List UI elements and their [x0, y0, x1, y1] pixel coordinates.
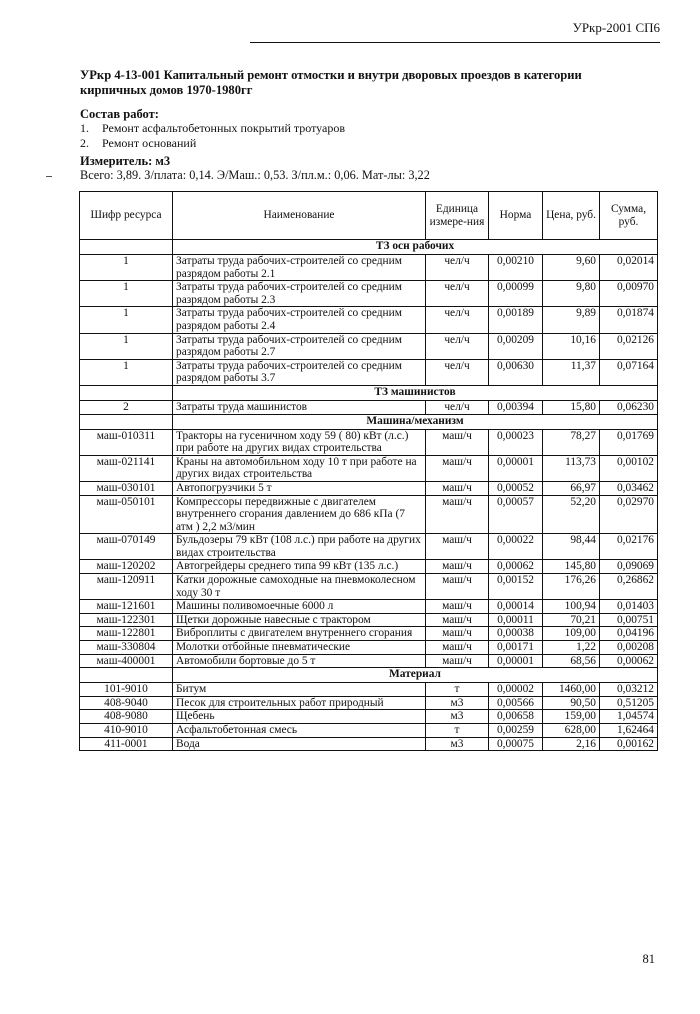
cell-unit: маш/ч [426, 613, 489, 627]
cell-name: Молотки отбойные пневматические [173, 641, 426, 655]
totals-line: Всего: 3,89. З/плата: 0,14. Э/Маш.: 0,53. З/пл.м.: 0,06. Мат-лы: 3,22 [80, 168, 430, 182]
header-unit: Единица измере-ния [426, 192, 489, 240]
cell-code: маш-050101 [80, 495, 173, 534]
cell-price: 159,00 [543, 710, 600, 724]
cell-code: 408-9080 [80, 710, 173, 724]
table-row [80, 281, 658, 307]
cell-unit: маш/ч [426, 481, 489, 495]
cell-price: 1460,00 [543, 683, 600, 697]
cell-norm: 0,00189 [489, 307, 543, 333]
cell-price: 78,27 [543, 429, 600, 455]
cell-sum: 0,04196 [600, 627, 658, 641]
cell-code: 2 [80, 400, 173, 414]
cell-norm: 0,00630 [489, 359, 543, 385]
cell-code: 408-9040 [80, 696, 173, 710]
cell-norm: 0,00011 [489, 613, 543, 627]
page-title: УРкр 4-13-001 Капитальный ремонт отмостки и внутри дворовых проездов в категории кирпичных домов 1970-1980гг [80, 68, 582, 97]
cell-sum: 0,01403 [600, 600, 658, 614]
table-header-row [80, 192, 658, 240]
header-norm: Норма [489, 192, 543, 240]
table-row [80, 455, 658, 481]
cell-unit: чел/ч [426, 359, 489, 385]
table-row [80, 710, 658, 724]
table-row [80, 574, 658, 600]
measure-unit: Измеритель: м3 [80, 154, 171, 168]
works-item-number: 1. [80, 121, 89, 135]
cell-unit: маш/ч [426, 429, 489, 455]
cell-code: маш-121601 [80, 600, 173, 614]
cell-norm: 0,00209 [489, 333, 543, 359]
cell-price: 1,22 [543, 641, 600, 655]
table-row [80, 724, 658, 738]
cell-unit: маш/ч [426, 654, 489, 668]
cell-code: маш-010311 [80, 429, 173, 455]
cell-sum: 0,02126 [600, 333, 658, 359]
cell-sum: 0,51205 [600, 696, 658, 710]
table-row [80, 641, 658, 655]
section-title: Машина/механизм [173, 414, 658, 429]
cell-code: 1 [80, 359, 173, 385]
table-body [80, 240, 658, 751]
table-row [80, 560, 658, 574]
cell-norm: 0,00259 [489, 724, 543, 738]
cell-norm: 0,00210 [489, 255, 543, 281]
table-row [80, 307, 658, 333]
cell-unit: маш/ч [426, 534, 489, 560]
section-row [80, 385, 658, 400]
cell-norm: 0,00052 [489, 481, 543, 495]
table-row [80, 333, 658, 359]
cell-name: Машины поливомоечные 6000 л [173, 600, 426, 614]
cell-sum: 0,01769 [600, 429, 658, 455]
cell-unit: чел/ч [426, 281, 489, 307]
cell-code: маш-120911 [80, 574, 173, 600]
cell-code: 411-0001 [80, 737, 173, 751]
cell-sum: 0,02176 [600, 534, 658, 560]
cell-price: 9,89 [543, 307, 600, 333]
cell-unit: м3 [426, 710, 489, 724]
works-item [80, 136, 345, 151]
cell-code: 1 [80, 255, 173, 281]
cell-sum: 0,02970 [600, 495, 658, 534]
cell-sum: 0,00102 [600, 455, 658, 481]
cell-name: Затраты труда рабочих-строителей со средним разрядом работы 3.7 [173, 359, 426, 385]
cell-code: маш-330804 [80, 641, 173, 655]
cell-norm: 0,00152 [489, 574, 543, 600]
header-code: Шифр ресурса [80, 192, 173, 240]
works-item [80, 121, 345, 136]
cell-unit: т [426, 724, 489, 738]
cell-name: Песок для строительных работ природный [173, 696, 426, 710]
cell-price: 10,16 [543, 333, 600, 359]
cell-price: 11,37 [543, 359, 600, 385]
cell-name: Виброплиты с двигателем внутреннего сгорания [173, 627, 426, 641]
cell-name: Затраты труда рабочих-строителей со средним разрядом работы 2.1 [173, 255, 426, 281]
cell-name: Щетки дорожные навесные с трактором [173, 613, 426, 627]
document-code: УРкр-2001 СП6 [572, 20, 660, 35]
page-number: 81 [642, 952, 655, 966]
cell-name: Автомобили бортовые до 5 т [173, 654, 426, 668]
cell-unit: маш/ч [426, 455, 489, 481]
cell-norm: 0,00171 [489, 641, 543, 655]
cell-price: 2,16 [543, 737, 600, 751]
cell-sum: 0,01874 [600, 307, 658, 333]
table-row [80, 696, 658, 710]
section-spacer [80, 240, 173, 255]
header-sum: Сумма, руб. [600, 192, 658, 240]
cell-name: Тракторы на гусеничном ходу 59 ( 80) кВт (л.с.) при работе на других видах строительства [173, 429, 426, 455]
cell-norm: 0,00001 [489, 455, 543, 481]
table-row [80, 613, 658, 627]
table-row [80, 255, 658, 281]
cell-norm: 0,00023 [489, 429, 543, 455]
section-title: Материал [173, 668, 658, 683]
cell-sum: 0,00970 [600, 281, 658, 307]
cell-name: Катки дорожные самоходные на пневмоколесном ходу 30 т [173, 574, 426, 600]
cell-code: 1 [80, 333, 173, 359]
cell-unit: чел/ч [426, 333, 489, 359]
cell-norm: 0,00566 [489, 696, 543, 710]
cell-norm: 0,00014 [489, 600, 543, 614]
table-row [80, 737, 658, 751]
cell-name: Затраты труда рабочих-строителей со средним разрядом работы 2.3 [173, 281, 426, 307]
cell-code: 410-9010 [80, 724, 173, 738]
cell-norm: 0,00002 [489, 683, 543, 697]
cell-name: Затраты труда машинистов [173, 400, 426, 414]
section-title: ТЗ машинистов [173, 385, 658, 400]
cell-name: Бульдозеры 79 кВт (108 л.с.) при работе на других видах строительства [173, 534, 426, 560]
cell-name: Асфальтобетонная смесь [173, 724, 426, 738]
cell-price: 68,56 [543, 654, 600, 668]
cell-unit: чел/ч [426, 400, 489, 414]
header-rule [250, 42, 660, 43]
cell-price: 52,20 [543, 495, 600, 534]
cell-sum: 0,00162 [600, 737, 658, 751]
cell-sum: 0,03212 [600, 683, 658, 697]
cell-code: маш-120202 [80, 560, 173, 574]
cell-sum: 0,07164 [600, 359, 658, 385]
section-spacer [80, 414, 173, 429]
cell-unit: м3 [426, 696, 489, 710]
cell-price: 15,80 [543, 400, 600, 414]
cell-name: Щебень [173, 710, 426, 724]
table-row [80, 600, 658, 614]
section-title: ТЗ осн рабочих [173, 240, 658, 255]
cell-price: 145,80 [543, 560, 600, 574]
cell-name: Затраты труда рабочих-строителей со средним разрядом работы 2.7 [173, 333, 426, 359]
cell-code: маш-070149 [80, 534, 173, 560]
cell-name: Битум [173, 683, 426, 697]
header-price: Цена, руб. [543, 192, 600, 240]
cell-unit: маш/ч [426, 600, 489, 614]
cell-norm: 0,00658 [489, 710, 543, 724]
cell-sum: 0,00062 [600, 654, 658, 668]
cell-unit: т [426, 683, 489, 697]
cell-name: Вода [173, 737, 426, 751]
cell-unit: маш/ч [426, 495, 489, 534]
cell-price: 176,26 [543, 574, 600, 600]
cell-norm: 0,00057 [489, 495, 543, 534]
cell-price: 90,50 [543, 696, 600, 710]
cell-norm: 0,00075 [489, 737, 543, 751]
cell-price: 98,44 [543, 534, 600, 560]
cell-sum: 1,04574 [600, 710, 658, 724]
cell-norm: 0,00062 [489, 560, 543, 574]
table-row [80, 359, 658, 385]
cell-code: маш-021141 [80, 455, 173, 481]
table-row [80, 654, 658, 668]
cell-unit: маш/ч [426, 641, 489, 655]
cell-price: 113,73 [543, 455, 600, 481]
cell-name: Краны на автомобильном ходу 10 т при работе на других видах строительства [173, 455, 426, 481]
cell-code: маш-400001 [80, 654, 173, 668]
cell-norm: 0,00022 [489, 534, 543, 560]
cell-unit: маш/ч [426, 560, 489, 574]
section-spacer [80, 668, 173, 683]
table-row [80, 534, 658, 560]
cell-code: маш-122301 [80, 613, 173, 627]
table-row [80, 495, 658, 534]
cell-sum: 0,26862 [600, 574, 658, 600]
cell-price: 66,97 [543, 481, 600, 495]
cell-name: Автогрейдеры среднего типа 99 кВт (135 л.с.) [173, 560, 426, 574]
cell-norm: 0,00394 [489, 400, 543, 414]
cell-price: 100,94 [543, 600, 600, 614]
works-heading: Состав работ: [80, 107, 159, 121]
cell-code: 101-9010 [80, 683, 173, 697]
cell-code: 1 [80, 307, 173, 333]
section-spacer [80, 385, 173, 400]
cell-name: Автопогрузчики 5 т [173, 481, 426, 495]
cell-code: 1 [80, 281, 173, 307]
cell-sum: 0,09069 [600, 560, 658, 574]
table-row [80, 429, 658, 455]
cell-sum: 1,62464 [600, 724, 658, 738]
table-row [80, 400, 658, 414]
cell-code: маш-030101 [80, 481, 173, 495]
section-row [80, 668, 658, 683]
cell-sum: 0,02014 [600, 255, 658, 281]
cell-norm: 0,00038 [489, 627, 543, 641]
cell-name: Затраты труда рабочих-строителей со средним разрядом работы 2.4 [173, 307, 426, 333]
cell-norm: 0,00001 [489, 654, 543, 668]
margin-dash [46, 176, 52, 177]
header-name: Наименование [173, 192, 426, 240]
cell-unit: м3 [426, 737, 489, 751]
table-row [80, 627, 658, 641]
cell-unit: чел/ч [426, 307, 489, 333]
cell-unit: маш/ч [426, 574, 489, 600]
cell-sum: 0,06230 [600, 400, 658, 414]
cell-code: маш-122801 [80, 627, 173, 641]
resources-table [79, 191, 658, 751]
table-row [80, 481, 658, 495]
cell-price: 9,80 [543, 281, 600, 307]
works-list [80, 121, 345, 151]
section-row [80, 414, 658, 429]
section-row [80, 240, 658, 255]
cell-sum: 0,03462 [600, 481, 658, 495]
works-item-number: 2. [80, 136, 89, 150]
cell-unit: чел/ч [426, 255, 489, 281]
cell-price: 109,00 [543, 627, 600, 641]
cell-price: 70,21 [543, 613, 600, 627]
cell-unit: маш/ч [426, 627, 489, 641]
works-item-text: Ремонт асфальтобетонных покрытий тротуаров [102, 121, 346, 135]
cell-name: Компрессоры передвижные с двигателем внутреннего сгорания давлением до 686 кПа (7 атм ) 2,2 м3/мин [173, 495, 426, 534]
cell-price: 9,60 [543, 255, 600, 281]
cell-sum: 0,00208 [600, 641, 658, 655]
cell-norm: 0,00099 [489, 281, 543, 307]
cell-sum: 0,00751 [600, 613, 658, 627]
cell-price: 628,00 [543, 724, 600, 738]
works-item-text: Ремонт оснований [102, 136, 197, 150]
table-row [80, 683, 658, 697]
